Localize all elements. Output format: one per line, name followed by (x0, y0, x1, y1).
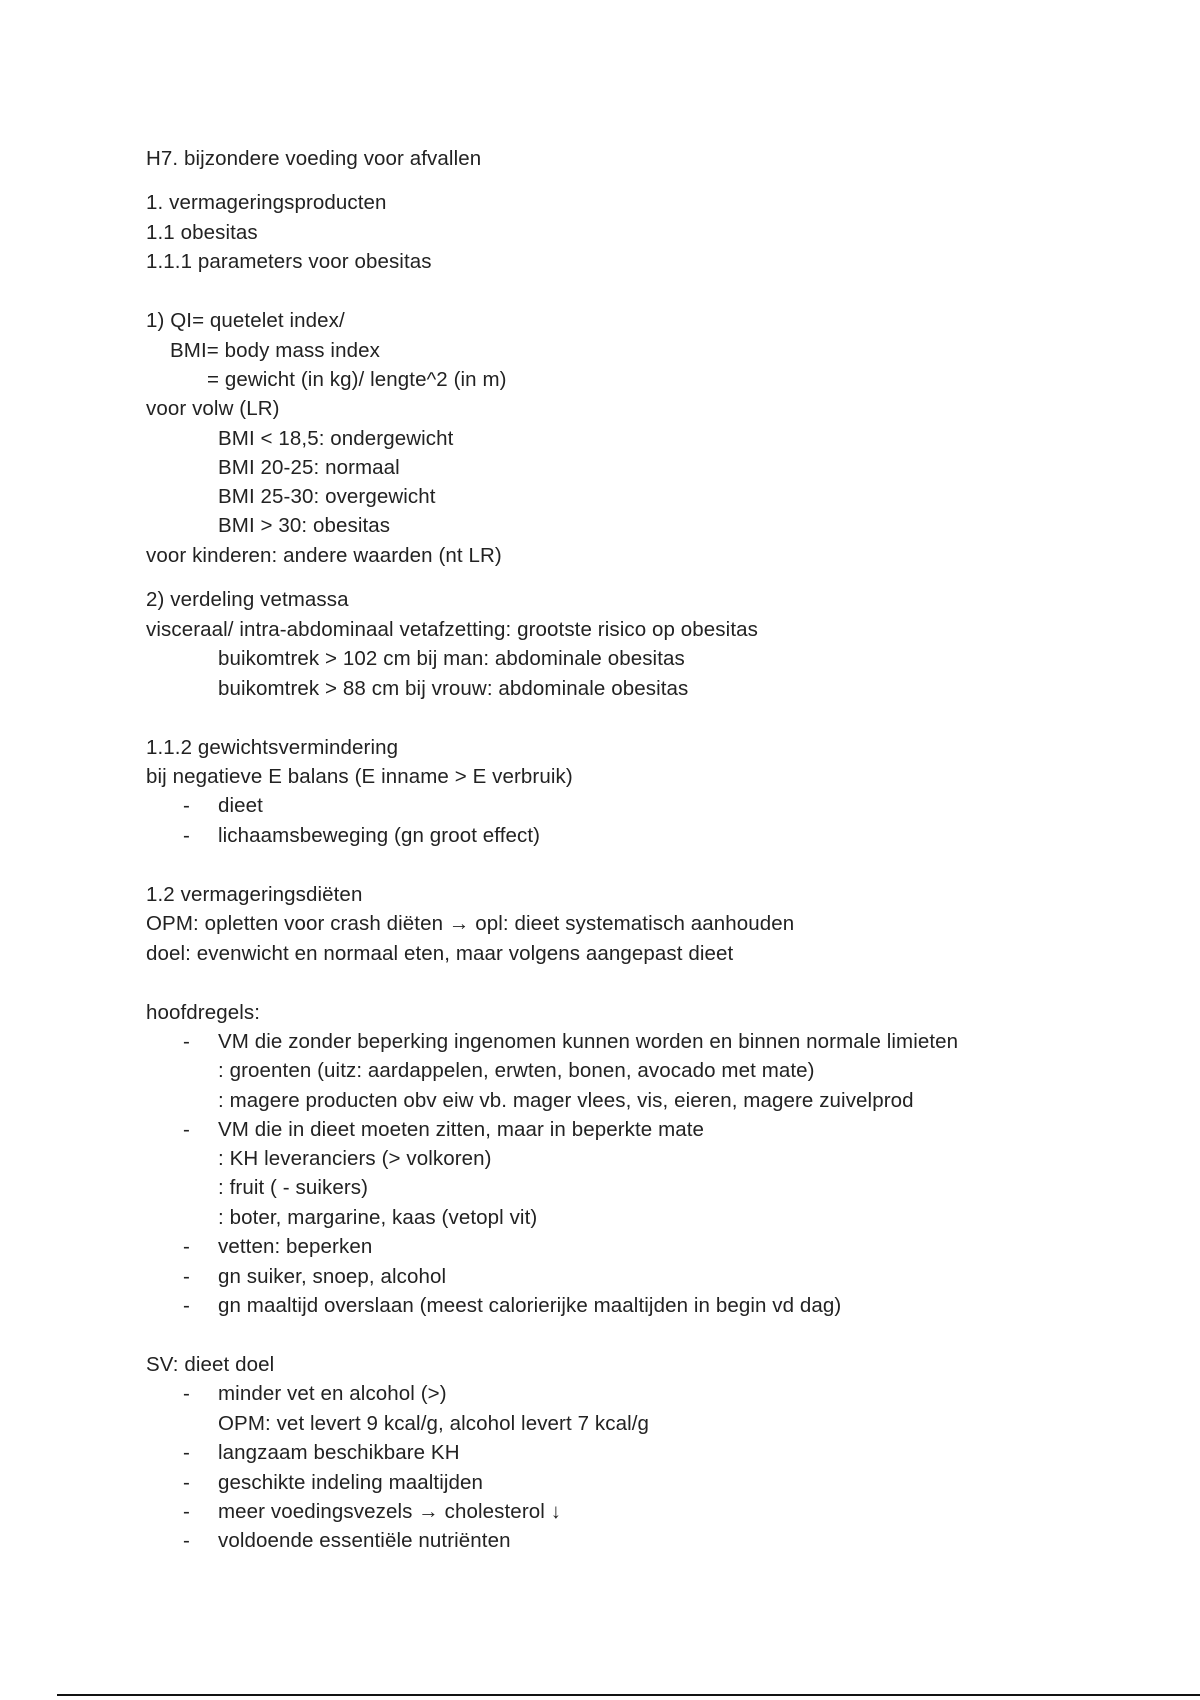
bullet-dash: - (183, 1265, 190, 1288)
list-item: VM die zonder beperking ingenomen kunnen worden en binnen normale limieten (218, 1030, 959, 1053)
list-item: minder vet en alcohol (>) (218, 1382, 447, 1405)
qi-line-2: BMI= body mass index (170, 339, 380, 362)
bullet-dash: - (183, 1294, 190, 1317)
bullet-dash: - (183, 1500, 190, 1523)
bullet-dash: - (183, 1118, 190, 1141)
heading-1-1: 1.1 obesitas (146, 221, 258, 244)
list-item: gn suiker, snoep, alcohol (218, 1265, 447, 1288)
list-item: meer voedingsvezels → cholesterol ↓ (218, 1500, 562, 1523)
list-item: lichaamsbeweging (gn groot effect) (218, 824, 541, 847)
fat-woman: buikomtrek > 88 cm bij vrouw: abdominale obesitas (218, 677, 689, 700)
bullet-dash: - (183, 1235, 190, 1258)
page-bottom-rule (57, 1694, 1200, 1696)
diets-goal: doel: evenwicht en normaal eten, maar volgens aangepast dieet (146, 942, 734, 965)
fat-man: buikomtrek > 102 cm bij man: abdominale obesitas (218, 647, 685, 670)
list-item: dieet (218, 794, 263, 817)
list-subitem: OPM: vet levert 9 kcal/g, alcohol levert 7 kcal/g (218, 1412, 650, 1435)
fat-line: visceraal/ intra-abdominaal vetafzetting: grootste risico op obesitas (146, 618, 758, 641)
document-title: H7. bijzondere voeding voor afvallen (146, 147, 482, 170)
bullet-dash: - (183, 794, 190, 817)
bullet-dash: - (183, 1441, 190, 1464)
bullet-dash: - (183, 1030, 190, 1053)
bmi-row: BMI 25-30: overgewicht (218, 485, 436, 508)
diets-opm: OPM: opletten voor crash diëten → opl: dieet systematisch aanhouden (146, 912, 795, 935)
diets-heading: 1.2 vermageringsdiëten (146, 883, 363, 906)
list-subitem: : fruit ( - suikers) (218, 1176, 369, 1199)
list-item: VM die in dieet moeten zitten, maar in beperkte mate (218, 1118, 705, 1141)
weightloss-heading: 1.1.2 gewichtsvermindering (146, 736, 399, 759)
heading-1: 1. vermageringsproducten (146, 191, 387, 214)
list-subitem: : boter, margarine, kaas (vetopl vit) (218, 1206, 538, 1229)
weightloss-line: bij negatieve E balans (E inname > E verbruik) (146, 765, 573, 788)
list-item: geschikte indeling maaltijden (218, 1471, 484, 1494)
qi-formula: = gewicht (in kg)/ lengte^2 (in m) (207, 368, 507, 391)
list-item: langzaam beschikbare KH (218, 1441, 460, 1464)
fat-heading: 2) verdeling vetmassa (146, 588, 349, 611)
list-subitem: : KH leveranciers (> volkoren) (218, 1147, 492, 1170)
sv-heading: SV: dieet doel (146, 1353, 275, 1376)
bmi-row: BMI > 30: obesitas (218, 514, 391, 537)
list-subitem: : magere producten obv eiw vb. mager vlees, vis, eieren, magere zuivelprod (218, 1089, 914, 1112)
children-note: voor kinderen: andere waarden (nt LR) (146, 544, 502, 567)
bullet-dash: - (183, 1529, 190, 1552)
bullet-dash: - (183, 1382, 190, 1405)
list-item: voldoende essentiële nutriënten (218, 1529, 511, 1552)
adults-label: voor volw (LR) (146, 397, 280, 420)
qi-line-1: 1) QI= quetelet index/ (146, 309, 345, 332)
bmi-row: BMI 20-25: normaal (218, 456, 400, 479)
rules-heading: hoofdregels: (146, 1001, 261, 1024)
list-item: gn maaltijd overslaan (meest calorierijke maaltijden in begin vd dag) (218, 1294, 842, 1317)
bullet-dash: - (183, 824, 190, 847)
list-subitem: : groenten (uitz: aardappelen, erwten, bonen, avocado met mate) (218, 1059, 815, 1082)
list-item: vetten: beperken (218, 1235, 373, 1258)
bmi-row: BMI < 18,5: ondergewicht (218, 427, 454, 450)
bullet-dash: - (183, 1471, 190, 1494)
heading-1-1-1: 1.1.1 parameters voor obesitas (146, 250, 432, 273)
